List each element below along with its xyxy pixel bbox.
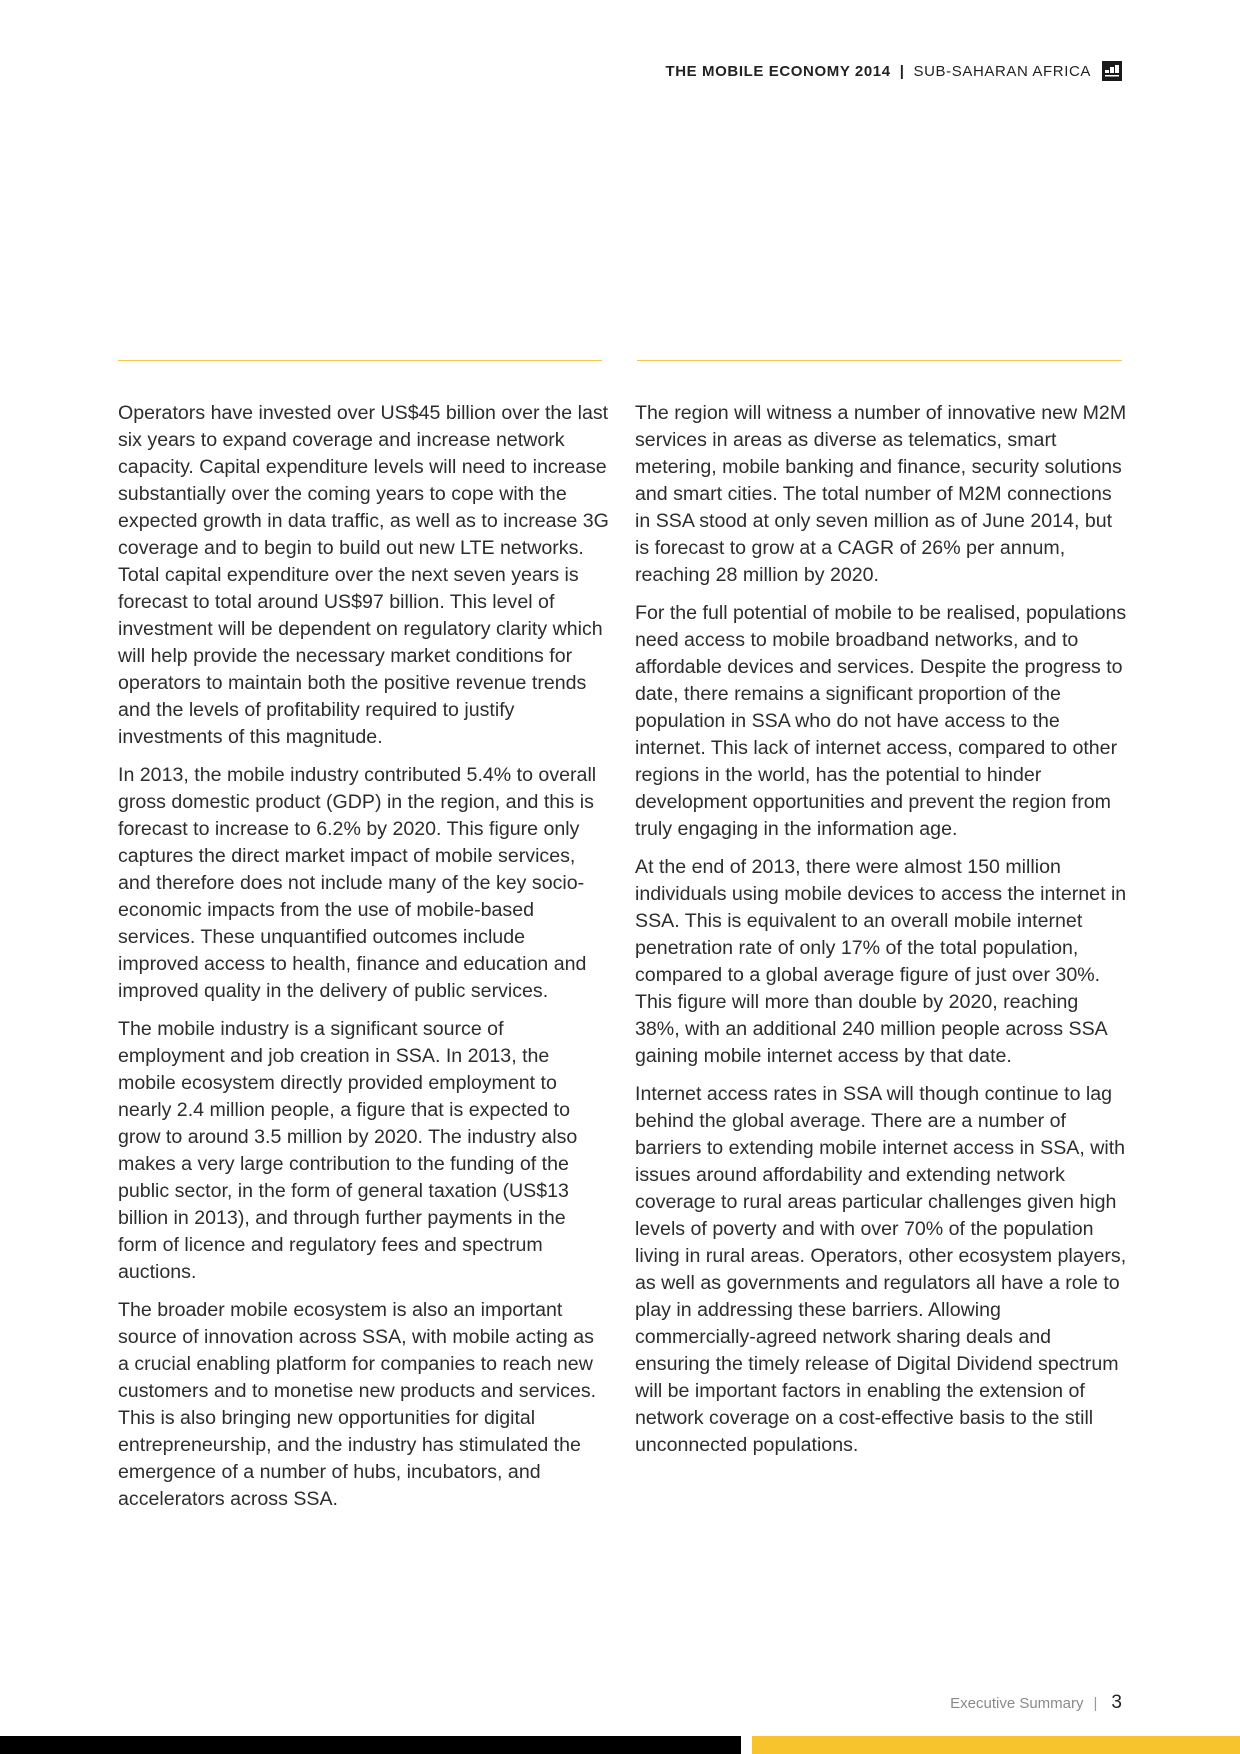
footer-section-label: Executive Summary xyxy=(950,1694,1084,1712)
left-paragraph-2: In 2013, the mobile industry contributed 5.4% to overall gross domestic product (GDP) in the region, and this is forecast to increase to 6.2% by 2020. This figure only captures the direct market impact of mobile services, and therefore does not include many of the key socio-economic impacts from the use of mobile-based services. These unquantified outcomes include improved access to health, finance and education and improved quality in the delivery of public services. xyxy=(118,764,597,1002)
footer-black-bar xyxy=(0,1736,741,1754)
left-paragraph-3: The mobile industry is a significant source of employment and job creation in SSA. In 2013, the mobile ecosystem directly provided employment to nearly 2.4 million people, a figure that is expected to grow to around 3.5 million by 2020. The industry also makes a very large contribution to the funding of the public sector, in the form of general taxation (US$13 billion in 2013), and through further payments in the form of licence and regulatory fees and spectrum auctions. xyxy=(118,1018,578,1283)
region-title: SUB-SAHARAN AFRICA xyxy=(913,62,1091,80)
right-paragraph-2: For the full potential of mobile to be realised, populations need access to mobile broadband networks, and to affordable devices and services. Despite the progress to date, there remains a significant proportion of the population in SSA who do not have access to the internet. This lack of internet access, compared to other regions in the world, has the potential to hinder development opportunities and prevent the region from truly engaging in the information age. xyxy=(635,602,1127,840)
left-paragraph-4: The broader mobile ecosystem is also an important source of innovation across SSA, with mobile acting as a crucial enabling platform for companies to reach new customers and to monetise new products and services. This is also bringing new opportunities for digital entrepreneurship, and the industry has stimulated the emergence of a number of hubs, incubators, and accelerators across SSA. xyxy=(118,1299,597,1510)
publication-title: THE MOBILE ECONOMY 2014 xyxy=(665,62,891,80)
right-paragraph-4: Internet access rates in SSA will though continue to lag behind the global average. There are a number of barriers to extending mobile internet access in SSA, with issues around affordability and extending network coverage to rural areas particular challenges given high levels of poverty and with over 70% of the population living in rural areas. Operators, other ecosystem players, as well as governments and regulators all have a role to play in addressing these barriers. Allowing commercially-agreed network sharing deals and ensuring the timely release of Digital Dividend spectrum will be important factors in enabling the extension of network coverage on a cost-effective basis to the still unconnected populations. xyxy=(635,1083,1127,1456)
left-column-rule xyxy=(118,360,602,361)
right-paragraph-3: At the end of 2013, there were almost 150 million individuals using mobile devices to access the internet in SSA. This is equivalent to an overall mobile internet penetration rate of only 17% of the total population, compared to a global average figure of just over 30%. This figure will more than double by 2020, reaching 38%, with an additional 240 million people across SSA gaining mobile internet access by that date. xyxy=(635,856,1127,1067)
right-paragraph-1: The region will witness a number of innovative new M2M services in areas as diverse as telematics, smart metering, mobile banking and finance, security solutions and smart cities. The total number of M2M connections in SSA stood at only seven million as of June 2014, but is forecast to grow at a CAGR of 26% per annum, reaching 28 million by 2020. xyxy=(635,402,1127,586)
footer-separator: | xyxy=(1093,1694,1098,1712)
footer-yellow-bar xyxy=(752,1736,1240,1754)
left-paragraph-1: Operators have invested over US$45 billion over the last six years to expand coverage and increase network capacity. Capital expenditure levels will need to increase substantially over the coming years to cope with the expected growth in data traffic, as well as to increase 3G coverage and to begin to build out new LTE networks. Total capital expenditure over the next seven years is forecast to total around US$97 billion. This level of investment will be dependent on regulatory clarity which will help provide the necessary market conditions for operators to maintain both the positive revenue trends and the levels of profitability required to justify investments of this magnitude. xyxy=(118,402,609,748)
right-column-rule xyxy=(637,360,1122,361)
right-column xyxy=(635,400,1127,1470)
page-footer xyxy=(950,1692,1122,1714)
page-number: 3 xyxy=(1111,1692,1122,1713)
gsma-logo-icon xyxy=(1102,61,1122,81)
left-column xyxy=(118,400,610,1524)
page-header xyxy=(665,60,1122,82)
header-separator: | xyxy=(899,62,905,80)
